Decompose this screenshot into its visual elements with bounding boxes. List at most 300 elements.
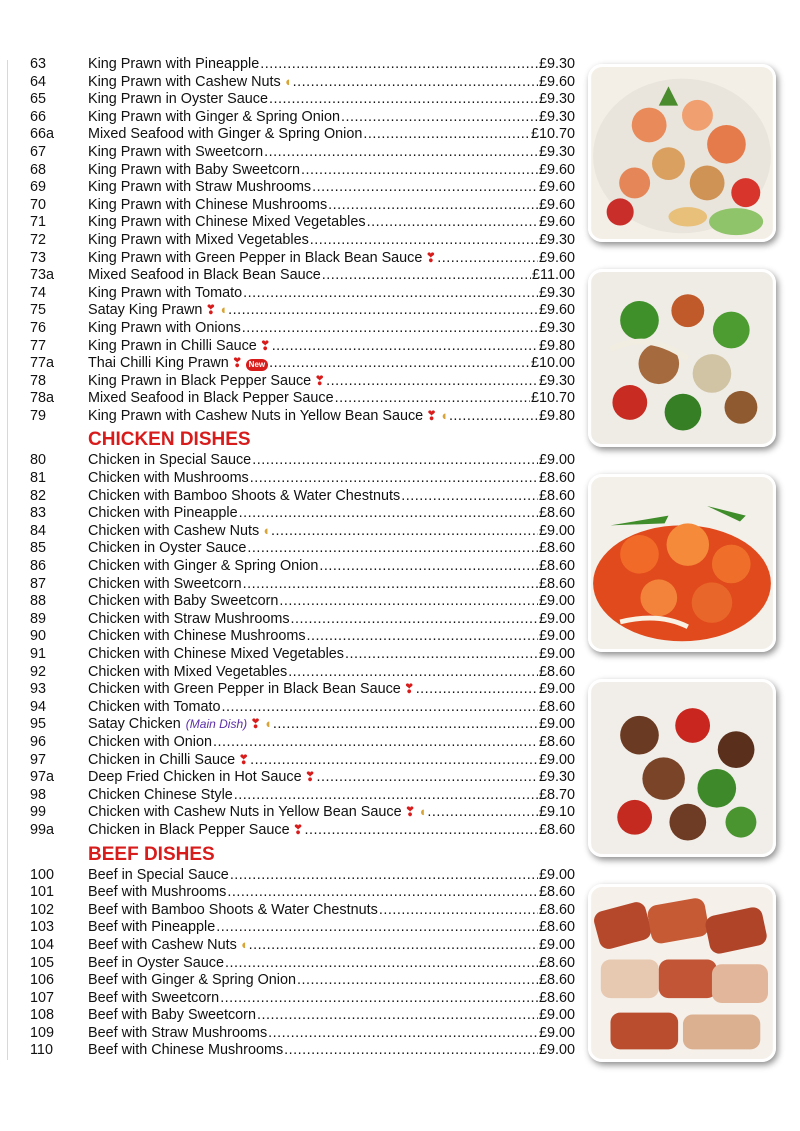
menu-item-64 — [30, 74, 575, 92]
dot-leader — [437, 250, 538, 268]
dot-leader — [269, 91, 538, 109]
menu-item-77 — [30, 338, 575, 356]
nut-icon: ◖ — [418, 804, 427, 820]
item-number: 73 — [30, 249, 47, 266]
nut-icon: ◖ — [440, 407, 448, 423]
item-price: £9.00 — [538, 522, 575, 539]
item-number: 78a — [30, 390, 55, 407]
menu-item-77a — [30, 355, 575, 373]
dot-leader — [252, 452, 538, 470]
nut-icon: ◖ — [219, 302, 228, 318]
item-number: 105 — [30, 954, 55, 971]
chili-icon: ❣ — [250, 716, 262, 732]
item-price: £9.60 — [538, 73, 575, 90]
crispy-duck-photo — [588, 884, 776, 1062]
menu-item-66 — [30, 109, 575, 127]
dot-leader — [250, 470, 538, 488]
item-price: £8.60 — [538, 698, 575, 715]
dot-leader — [379, 902, 538, 920]
item-name: King Prawn in Chilli Sauce — [88, 337, 257, 354]
menu-item-99 — [30, 804, 575, 822]
page-edge — [0, 60, 8, 1060]
chili-icon: ❣ — [425, 249, 437, 265]
item-price: £9.00 — [538, 452, 575, 469]
item-number: 87 — [30, 575, 47, 592]
dot-leader — [322, 267, 531, 285]
menu-item-89 — [30, 611, 575, 629]
item-price: £9.00 — [538, 681, 575, 698]
dot-leader — [291, 611, 538, 629]
menu-item-69 — [30, 179, 575, 197]
item-name: Chicken in Special Sauce — [88, 452, 252, 469]
dot-leader — [222, 699, 538, 717]
item-number: 77a — [30, 355, 55, 372]
item-price: £9.10 — [538, 804, 575, 821]
item-name: Beef with Bamboo Shoots & Water Chestnuts — [88, 901, 378, 918]
item-name: King Prawn with Ginger & Spring Onion — [88, 108, 340, 125]
item-price: £9.60 — [538, 249, 575, 266]
menu-item-75 — [30, 302, 575, 320]
item-number: 71 — [30, 214, 47, 231]
menu-item-84 — [30, 523, 575, 541]
dot-leader — [310, 232, 538, 250]
item-price: £9.00 — [538, 866, 575, 883]
item-number: 107 — [30, 989, 55, 1006]
item-name: Mixed Seafood with Ginger & Spring Onion — [88, 126, 363, 143]
nut-icon: ◖ — [239, 936, 248, 952]
item-name: Deep Fried Chicken in Hot Sauce — [88, 769, 302, 786]
item-name: Beef with Pineapple — [88, 919, 216, 936]
chili-icon: ❣ — [238, 751, 250, 767]
item-number: 95 — [30, 716, 47, 733]
item-price: £9.00 — [538, 628, 575, 645]
item-number: 63 — [30, 56, 47, 72]
menu-item-80 — [30, 452, 575, 470]
item-number: 69 — [30, 179, 47, 196]
item-number: 84 — [30, 522, 47, 539]
dot-leader — [312, 179, 538, 197]
item-number: 94 — [30, 698, 47, 715]
item-price: £9.30 — [538, 91, 575, 108]
dot-leader — [326, 373, 538, 391]
item-name: King Prawn with Sweetcorn — [88, 143, 264, 160]
menu-item-78 — [30, 373, 575, 391]
item-name: Chicken with Green Pepper in Black Bean Sauce — [88, 681, 401, 698]
item-price: £9.00 — [538, 716, 575, 733]
item-price: £8.60 — [538, 575, 575, 592]
menu-item-98 — [30, 787, 575, 805]
item-price: £8.60 — [538, 954, 575, 971]
menu-item-92 — [30, 664, 575, 682]
dot-leader — [239, 505, 538, 523]
item-price: £8.60 — [538, 487, 575, 504]
item-number: 98 — [30, 786, 47, 803]
item-number: 65 — [30, 91, 47, 108]
item-price: £8.60 — [538, 919, 575, 936]
menu-item-72 — [30, 232, 575, 250]
menu-item-68 — [30, 162, 575, 180]
item-name: King Prawn with Green Pepper in Black Bean Sauce — [88, 249, 423, 266]
menu-item-97a — [30, 769, 575, 787]
item-number: 96 — [30, 733, 47, 750]
item-name: Chicken with Onion — [88, 733, 212, 750]
item-number: 101 — [30, 884, 55, 901]
menu-item-93 — [30, 681, 575, 699]
item-number: 67 — [30, 143, 47, 160]
item-name: King Prawn with Baby Sweetcorn — [88, 161, 300, 178]
menu-item-81 — [30, 470, 575, 488]
beef-dishes-heading: BEEF DISHES — [88, 843, 215, 865]
item-price: £9.60 — [538, 196, 575, 213]
prawn-pepper-photo — [588, 269, 776, 447]
item-price: £9.00 — [538, 610, 575, 627]
menu-item-65 — [30, 91, 575, 109]
item-number: 85 — [30, 540, 47, 557]
menu-item-110 — [30, 1042, 575, 1060]
menu-item-104 — [30, 937, 575, 955]
item-number: 97 — [30, 751, 47, 768]
dot-leader — [243, 285, 538, 303]
item-number: 73a — [30, 267, 55, 284]
item-price: £8.60 — [538, 989, 575, 1006]
item-number: 66 — [30, 108, 47, 125]
dot-leader — [319, 558, 538, 576]
item-number: 83 — [30, 505, 47, 522]
item-price: £10.00 — [530, 355, 575, 372]
dot-leader — [427, 804, 538, 822]
item-number: 109 — [30, 1024, 55, 1041]
item-name: Chicken with Tomato — [88, 698, 221, 715]
dot-leader — [264, 144, 538, 162]
item-price: £8.60 — [538, 558, 575, 575]
item-price: £9.00 — [538, 593, 575, 610]
item-number: 79 — [30, 407, 47, 424]
dot-leader — [367, 214, 538, 232]
item-name: Chicken in Black Pepper Sauce — [88, 821, 290, 838]
item-number: 108 — [30, 1007, 55, 1024]
menu-item-73a — [30, 267, 575, 285]
menu-item-90 — [30, 628, 575, 646]
menu-item-71 — [30, 214, 575, 232]
item-name: Chicken with Chinese Mixed Vegetables — [88, 646, 344, 662]
dot-leader — [363, 126, 530, 144]
dot-leader — [257, 1007, 538, 1025]
nut-icon: ◖ — [262, 522, 271, 538]
item-price: £9.60 — [538, 214, 575, 231]
item-name: King Prawn with Chinese Mixed Vegetables — [88, 214, 366, 231]
item-note: (Main Dish) — [185, 717, 248, 732]
item-price: £8.60 — [538, 901, 575, 918]
item-name: Chicken in Chilli Sauce — [88, 751, 236, 768]
nut-icon: ◖ — [264, 716, 272, 732]
dot-leader — [307, 628, 538, 646]
item-number: 89 — [30, 610, 47, 627]
item-name: Mixed Seafood in Black Pepper Sauce — [88, 390, 334, 407]
dot-leader — [269, 355, 530, 373]
item-price: £9.00 — [538, 1007, 575, 1024]
item-number: 76 — [30, 319, 47, 336]
menu-item-74 — [30, 285, 575, 303]
dot-leader — [328, 197, 538, 215]
menu-item-79 — [30, 408, 575, 426]
menu-item-96 — [30, 734, 575, 752]
item-price: £8.60 — [538, 972, 575, 989]
item-number: 110 — [30, 1042, 53, 1059]
dot-leader — [284, 1042, 538, 1060]
item-price: £9.30 — [538, 143, 575, 160]
item-name: King Prawn with Mixed Vegetables — [88, 231, 309, 248]
menu-item-102 — [30, 902, 575, 920]
dot-leader — [341, 109, 538, 127]
prawn-cashew-photo — [588, 64, 776, 242]
item-name: Chicken with Bamboo Shoots & Water Chestnuts — [88, 487, 401, 504]
menu-item-73 — [30, 250, 575, 268]
menu-item-91 — [30, 646, 575, 664]
dot-leader — [225, 955, 538, 973]
item-name: King Prawn with Straw Mushrooms — [88, 179, 312, 196]
item-price: £9.80 — [538, 337, 575, 354]
item-price: £8.60 — [538, 884, 575, 901]
item-number: 66a — [30, 126, 55, 143]
item-number: 74 — [30, 284, 47, 301]
item-name: King Prawn with Cashew Nuts in Yellow Bean Sauce — [88, 407, 424, 424]
item-number: 106 — [30, 972, 55, 989]
item-price: £9.80 — [538, 407, 575, 424]
item-name: King Prawn with Chinese Mushrooms — [88, 196, 328, 213]
photo-column — [588, 64, 780, 1089]
dot-leader — [273, 716, 538, 734]
item-price: £10.70 — [530, 126, 575, 143]
chili-icon: ❣ — [304, 769, 316, 785]
item-number: 80 — [30, 452, 47, 469]
item-number: 99 — [30, 804, 47, 821]
dot-leader — [345, 646, 538, 664]
dot-leader — [247, 540, 538, 558]
dot-leader — [243, 576, 538, 594]
item-name: Mixed Seafood in Black Bean Sauce — [88, 267, 321, 284]
menu-item-106 — [30, 972, 575, 990]
item-number: 68 — [30, 161, 47, 178]
menu-item-100 — [30, 867, 575, 885]
item-name: Chicken in Oyster Sauce — [88, 540, 247, 557]
menu-item-95 — [30, 716, 575, 734]
dot-leader — [297, 972, 538, 990]
menu-item-88 — [30, 593, 575, 611]
dot-leader — [228, 302, 538, 320]
menu-item-105 — [30, 955, 575, 973]
menu-list — [30, 56, 575, 1060]
item-price: £8.60 — [538, 540, 575, 557]
item-name: Thai Chilli King Prawn — [88, 355, 229, 372]
item-name: Chicken with Sweetcorn — [88, 575, 242, 592]
menu-item-76 — [30, 320, 575, 338]
item-name: Beef with Ginger & Spring Onion — [88, 972, 296, 989]
item-name: Beef in Special Sauce — [88, 866, 229, 883]
beef-pepper-photo — [588, 679, 776, 857]
dot-leader — [301, 162, 538, 180]
chili-icon: ❣ — [426, 407, 438, 423]
item-name: Chicken with Pineapple — [88, 505, 238, 522]
dot-leader — [249, 937, 538, 955]
item-price: £11.00 — [532, 267, 575, 284]
dot-leader — [250, 752, 538, 770]
menu-item-63 — [30, 56, 575, 74]
chili-icon: ❣ — [292, 821, 304, 837]
menu-item-94 — [30, 699, 575, 717]
item-number: 102 — [30, 901, 55, 918]
item-number: 77 — [30, 337, 47, 354]
menu-item-97 — [30, 752, 575, 770]
sweet-sour-chicken-photo — [588, 474, 776, 652]
nut-icon: ◖ — [283, 73, 292, 89]
item-name: Chicken with Baby Sweetcorn — [88, 593, 279, 610]
dot-leader — [288, 664, 538, 682]
item-price: £9.30 — [538, 319, 575, 336]
dot-leader — [216, 919, 538, 937]
dot-leader — [335, 390, 530, 408]
item-name: Beef with Straw Mushrooms — [88, 1024, 268, 1041]
item-price: £9.00 — [538, 646, 575, 662]
menu-item-107 — [30, 990, 575, 1008]
item-price: £9.30 — [538, 372, 575, 389]
item-price: £9.30 — [538, 108, 575, 125]
item-name: Chicken with Chinese Mushrooms — [88, 628, 306, 645]
item-price: £10.70 — [530, 390, 575, 407]
item-number: 82 — [30, 487, 47, 504]
item-number: 104 — [30, 936, 55, 953]
dot-leader — [271, 523, 538, 541]
item-name: King Prawn in Oyster Sauce — [88, 91, 268, 108]
dot-leader — [279, 593, 538, 611]
item-price: £8.60 — [538, 821, 575, 838]
item-name: Chicken with Ginger & Spring Onion — [88, 558, 319, 575]
dot-leader — [305, 822, 538, 840]
menu-item-82 — [30, 488, 575, 506]
item-name: Satay Chicken — [88, 716, 181, 733]
menu-item-101 — [30, 884, 575, 902]
item-name: Chicken with Cashew Nuts — [88, 522, 260, 539]
chili-icon: ❣ — [314, 372, 326, 388]
item-price: £9.00 — [538, 1024, 575, 1041]
item-number: 99a — [30, 821, 55, 838]
item-name: Chicken Chinese Style — [88, 786, 233, 803]
dot-leader — [260, 56, 538, 74]
item-name: Beef with Chinese Mushrooms — [88, 1042, 284, 1059]
item-number: 78 — [30, 372, 47, 389]
item-price: £9.60 — [538, 161, 575, 178]
dot-leader — [220, 990, 538, 1008]
item-price: £9.00 — [538, 936, 575, 953]
dot-leader — [268, 1025, 538, 1043]
item-name: King Prawn in Black Pepper Sauce — [88, 372, 312, 389]
item-price: £9.30 — [538, 231, 575, 248]
new-badge: New — [246, 359, 268, 371]
item-number: 103 — [30, 919, 55, 936]
chili-icon: ❣ — [259, 337, 271, 353]
item-name: King Prawn with Onions — [88, 319, 241, 336]
item-price: £9.00 — [538, 1042, 575, 1059]
item-number: 86 — [30, 558, 47, 575]
dot-leader — [272, 338, 538, 356]
item-price: £9.30 — [538, 284, 575, 301]
dot-leader — [227, 884, 538, 902]
menu-item-83 — [30, 505, 575, 523]
item-name: King Prawn with Tomato — [88, 284, 243, 301]
item-number: 88 — [30, 593, 47, 610]
dot-leader — [316, 769, 538, 787]
item-number: 90 — [30, 628, 47, 645]
item-name: Satay King Prawn — [88, 302, 203, 319]
menu-item-86 — [30, 558, 575, 576]
item-price: £8.60 — [538, 505, 575, 522]
dot-leader — [416, 681, 538, 699]
chili-icon: ❣ — [231, 355, 243, 371]
item-name: King Prawn with Cashew Nuts — [88, 73, 281, 90]
item-name: Beef with Sweetcorn — [88, 989, 220, 1006]
item-price: £9.00 — [538, 751, 575, 768]
item-price: £8.60 — [538, 733, 575, 750]
menu-item-67 — [30, 144, 575, 162]
chili-icon: ❣ — [205, 302, 217, 318]
item-number: 91 — [30, 646, 47, 662]
item-name: Beef with Cashew Nuts — [88, 936, 237, 953]
item-price: £8.60 — [538, 470, 575, 487]
item-name: Chicken with Mushrooms — [88, 470, 249, 487]
dot-leader — [213, 734, 538, 752]
item-number: 64 — [30, 73, 47, 90]
item-price: £8.60 — [538, 663, 575, 680]
item-name: King Prawn with Pineapple — [88, 56, 260, 72]
item-price: £9.60 — [538, 179, 575, 196]
menu-item-99a — [30, 822, 575, 840]
menu-item-108 — [30, 1007, 575, 1025]
menu-item-87 — [30, 576, 575, 594]
item-number: 81 — [30, 470, 47, 487]
item-number: 97a — [30, 769, 55, 786]
item-number: 72 — [30, 231, 47, 248]
chili-icon: ❣ — [403, 681, 415, 697]
dot-leader — [242, 320, 538, 338]
dot-leader — [293, 74, 538, 92]
menu-item-85 — [30, 540, 575, 558]
item-price: £9.30 — [538, 56, 575, 72]
item-number: 100 — [30, 866, 55, 883]
menu-item-70 — [30, 197, 575, 215]
item-number: 70 — [30, 196, 47, 213]
dot-leader — [401, 488, 538, 506]
menu-item-103 — [30, 919, 575, 937]
item-name: Chicken with Mixed Vegetables — [88, 663, 288, 680]
item-name: Beef in Oyster Sauce — [88, 954, 224, 971]
menu-item-78a — [30, 390, 575, 408]
item-name: Beef with Baby Sweetcorn — [88, 1007, 256, 1024]
chili-icon: ❣ — [404, 804, 416, 820]
item-number: 92 — [30, 663, 47, 680]
dot-leader — [230, 867, 538, 885]
item-price: £9.30 — [538, 769, 575, 786]
menu-item-66a — [30, 126, 575, 144]
item-number: 93 — [30, 681, 47, 698]
dot-leader — [234, 787, 538, 805]
item-price: £8.70 — [538, 786, 575, 803]
item-name: Beef with Mushrooms — [88, 884, 227, 901]
item-price: £9.60 — [538, 302, 575, 319]
chicken-dishes-heading: CHICKEN DISHES — [88, 429, 251, 451]
item-name: Chicken with Straw Mushrooms — [88, 610, 290, 627]
item-name: Chicken with Cashew Nuts in Yellow Bean Sauce — [88, 804, 402, 821]
menu-item-109 — [30, 1025, 575, 1043]
dot-leader — [449, 408, 538, 426]
